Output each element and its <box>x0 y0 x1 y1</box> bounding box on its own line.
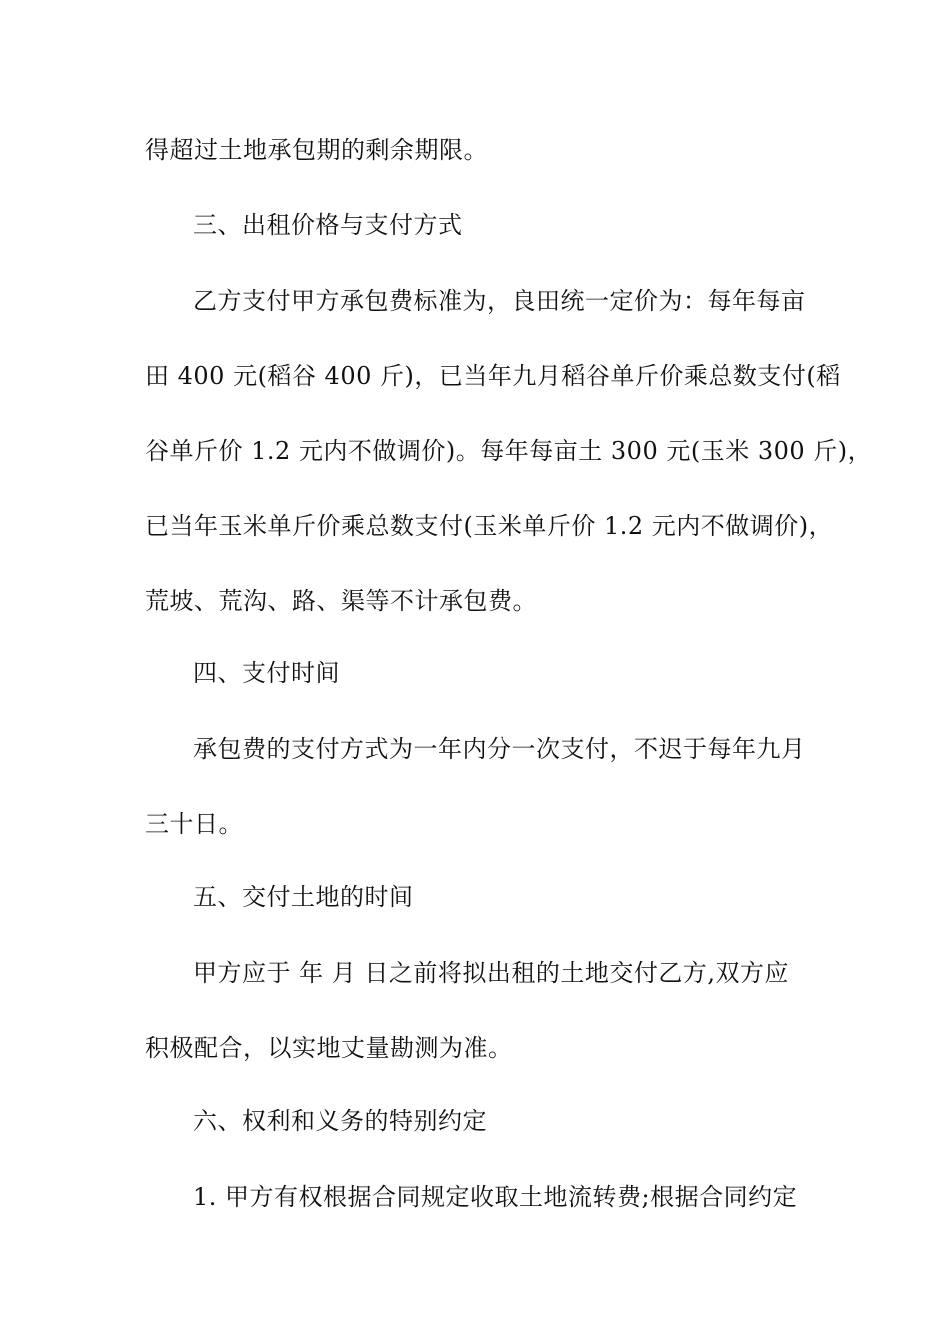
paragraph-line: 得超过土地承包期的剩余期限。 <box>145 136 488 164</box>
list-item-line: 1. 甲方有权根据合同规定收取土地流转费;根据合同约定 <box>193 1183 798 1211</box>
paragraph-line: 乙方支付甲方承包费标准为，良田统一定价为：每年每亩 <box>193 287 806 315</box>
section-heading-pricing: 三、出租价格与支付方式 <box>193 211 463 239</box>
paragraph-line: 甲方应于 年 月 日之前将拟出租的土地交付乙方,双方应 <box>193 959 790 987</box>
section-heading-rights-obligations: 六、权利和义务的特别约定 <box>193 1107 487 1135</box>
section-heading-payment-time: 四、支付时间 <box>193 659 340 687</box>
section-heading-land-delivery: 五、交付土地的时间 <box>193 883 414 911</box>
paragraph-line: 谷单斤价 1.2 元内不做调价)。每年每亩土 300 元(玉米 300 斤)， <box>145 437 873 465</box>
paragraph-line: 三十日。 <box>145 810 243 838</box>
paragraph-line: 田 400 元(稻谷 400 斤)，已当年九月稻谷单斤价乘总数支付(稻 <box>145 362 841 390</box>
paragraph-line: 积极配合，以实地丈量勘测为准。 <box>145 1034 513 1062</box>
paragraph-line: 承包费的支付方式为一年内分一次支付，不迟于每年九月 <box>193 735 806 763</box>
paragraph-line: 荒坡、荒沟、路、渠等不计承包费。 <box>145 587 537 615</box>
paragraph-line: 已当年玉米单斤价乘总数支付(玉米单斤价 1.2 元内不做调价)， <box>145 512 834 540</box>
